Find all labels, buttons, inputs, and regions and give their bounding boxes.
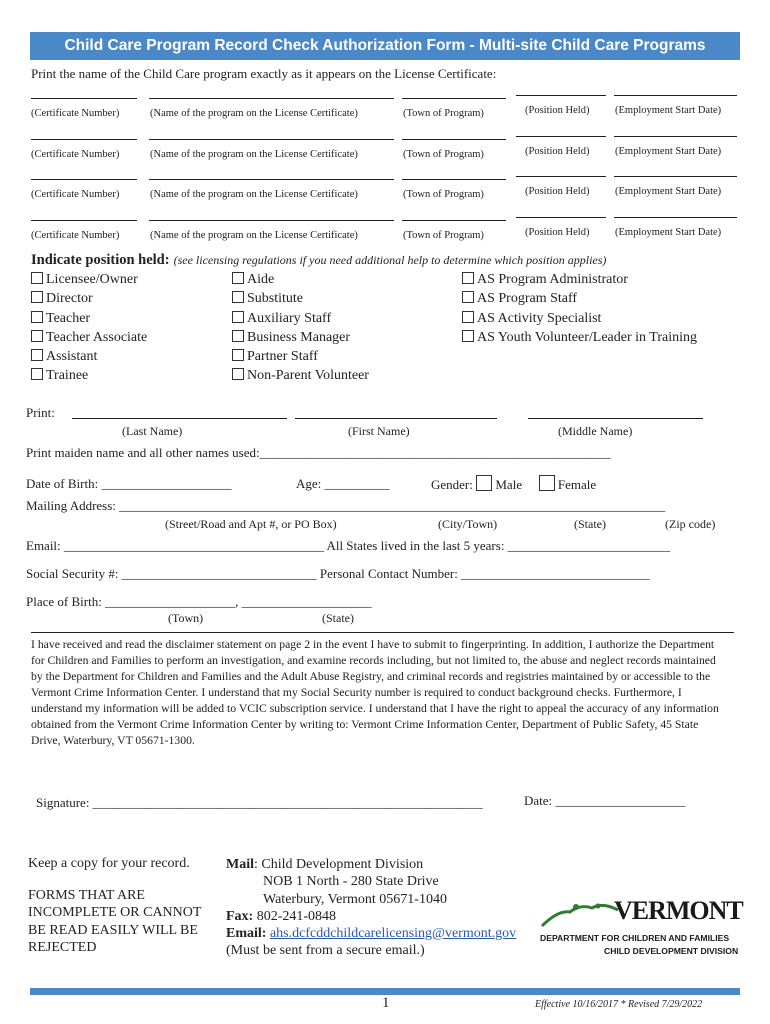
incomplete-line: FORMS THAT ARE (28, 888, 145, 903)
program-cert-caption: (Certificate Number) (31, 108, 120, 119)
form-title: Child Care Program Record Check Authorization Form - Multi-site Child Care Programs (30, 32, 740, 60)
program-cert-field[interactable] (31, 98, 137, 99)
city-caption: (City/Town) (438, 517, 498, 531)
gender-label: Gender: (431, 477, 473, 492)
position-label: Business Manager (247, 329, 351, 345)
program-town-caption: (Town of Program) (403, 108, 484, 119)
program-town-field[interactable] (402, 139, 506, 140)
positions-heading: Indicate position held: (31, 252, 170, 268)
state-caption: (State) (574, 517, 606, 531)
position-checkbox[interactable] (462, 272, 474, 284)
program-town-field[interactable] (402, 98, 506, 99)
positions-heading-row (31, 251, 606, 269)
program-position-caption: (Position Held) (525, 186, 590, 197)
program-name-caption: (Name of the program on the License Certificate) (150, 229, 358, 241)
position-option[interactable] (31, 347, 147, 366)
incomplete-warning (28, 887, 201, 956)
mail-line-1: : Child Development Division (254, 857, 424, 872)
position-checkbox[interactable] (462, 330, 474, 342)
position-checkbox[interactable] (31, 291, 43, 303)
program-position-caption: (Position Held) (525, 226, 590, 238)
vermont-logo (540, 896, 742, 960)
age-field[interactable]: Age: __________ (296, 476, 390, 491)
pob-state-caption: (State) (322, 611, 354, 625)
position-checkbox[interactable] (232, 330, 244, 342)
logo-department: DEPARTMENT FOR CHILDREN AND FAMILIES (540, 933, 730, 943)
program-start-field[interactable] (614, 95, 737, 96)
dob-field[interactable]: Date of Birth: ____________________ (26, 476, 232, 491)
position-option[interactable] (462, 328, 697, 347)
program-start-field[interactable] (614, 136, 737, 137)
fax-label: Fax: (226, 908, 254, 924)
fax-number: 802-241-0848 (253, 908, 337, 924)
print-label: Print: (26, 405, 55, 420)
position-option[interactable] (232, 309, 369, 328)
position-label: Partner Staff (247, 349, 318, 365)
position-option[interactable] (31, 270, 147, 289)
program-position-field[interactable] (516, 176, 606, 177)
position-option[interactable] (31, 366, 147, 385)
position-label: AS Program Staff (477, 291, 578, 307)
program-town-caption: (Town of Program) (403, 229, 484, 241)
incomplete-line: REJECTED (28, 939, 97, 955)
program-cert-field[interactable] (31, 220, 137, 221)
position-label: Non-Parent Volunteer (247, 368, 369, 384)
position-option[interactable] (462, 289, 697, 308)
position-label: Teacher (46, 310, 91, 326)
positions-column-1 (31, 270, 147, 386)
position-option[interactable] (462, 309, 697, 328)
position-label: AS Program Administrator (477, 272, 628, 287)
position-checkbox[interactable] (462, 311, 474, 323)
email-label: Email: (226, 926, 267, 942)
keep-copy-note: Keep a copy for your record. (28, 856, 190, 871)
mail-line-2: NOB 1 North - 280 State Drive (263, 874, 439, 890)
position-option[interactable] (31, 328, 147, 347)
female-checkbox[interactable] (539, 475, 555, 491)
position-checkbox[interactable] (31, 349, 43, 361)
effective-date: Effective 10/16/2017 * Revised 7/29/2022 (535, 999, 703, 1010)
secure-email-note: (Must be sent from a secure email.) (226, 943, 425, 959)
program-position-field[interactable] (516, 95, 606, 96)
program-position-caption: (Position Held) (525, 105, 590, 116)
program-name-caption: (Name of the program on the License Certificate) (150, 148, 358, 160)
position-checkbox[interactable] (232, 311, 244, 323)
email-link[interactable]: ahs.dcfcddchildcarelicensing@vermont.gov (269, 926, 517, 942)
position-checkbox[interactable] (232, 272, 244, 284)
program-name-caption: (Name of the program on the License Certificate) (150, 189, 358, 200)
position-option[interactable] (232, 366, 369, 385)
mail-block (226, 856, 516, 960)
program-town-caption: (Town of Program) (403, 148, 484, 160)
program-town-field[interactable] (402, 220, 506, 221)
program-start-caption: (Employment Start Date) (615, 105, 722, 116)
program-cert-caption: (Certificate Number) (31, 148, 120, 160)
zip-caption: (Zip code) (665, 517, 716, 531)
position-option[interactable] (31, 309, 147, 328)
program-position-field[interactable] (516, 217, 606, 218)
position-checkbox[interactable] (31, 368, 43, 380)
incomplete-line: INCOMPLETE OR CANNOT (28, 905, 202, 921)
mountain-icon (540, 898, 620, 930)
position-checkbox[interactable] (232, 368, 244, 380)
positions-column-3 (462, 270, 697, 347)
program-name-field[interactable] (149, 98, 394, 99)
signature-field[interactable]: Signature: ____________________________________________________________ (36, 795, 483, 810)
female-label: Female (557, 477, 597, 492)
program-cert-caption: (Certificate Number) (31, 229, 120, 241)
position-checkbox[interactable] (232, 291, 244, 303)
program-start-caption: (Employment Start Date) (615, 226, 722, 238)
position-label: Teacher Associate (46, 329, 148, 345)
position-label: Director (46, 291, 93, 307)
program-start-field[interactable] (614, 217, 737, 218)
program-start-field[interactable] (614, 176, 737, 177)
page-number: 1 (382, 995, 390, 1011)
program-name-field[interactable] (149, 139, 394, 140)
footer-bar (30, 988, 740, 995)
program-name-caption: (Name of the program on the License Certificate) (150, 108, 358, 119)
position-checkbox[interactable] (31, 272, 43, 284)
date-field[interactable]: Date: ____________________ (524, 793, 686, 808)
position-option[interactable] (232, 328, 369, 347)
logo-division: CHILD DEVELOPMENT DIVISION (604, 946, 739, 956)
middle-name-field[interactable] (528, 418, 703, 419)
position-checkbox[interactable] (462, 291, 474, 303)
position-checkbox[interactable] (31, 330, 43, 342)
program-town-caption: (Town of Program) (403, 189, 484, 200)
instruction-text: Print the name of the Child Care program exactly as it appears on the License Certificate: (31, 66, 497, 81)
middle-name-caption: (Middle Name) (558, 424, 633, 438)
logo-vermont: VERMONT (614, 896, 743, 925)
program-cert-field[interactable] (31, 179, 137, 180)
male-label: Male (495, 477, 523, 492)
last-name-field[interactable] (72, 418, 287, 419)
program-town-field[interactable] (402, 179, 506, 180)
mail-line-3: Waterbury, Vermont 05671-1040 (263, 891, 447, 907)
position-label: Auxiliary Staff (247, 310, 332, 326)
position-option[interactable] (232, 270, 369, 289)
program-start-caption: (Employment Start Date) (615, 145, 722, 157)
position-label: Licensee/Owner (46, 272, 138, 287)
program-start-caption: (Employment Start Date) (615, 186, 722, 197)
maiden-name-field[interactable]: Print maiden name and all other names used:______________________________________________________ (26, 445, 611, 460)
position-label: Aide (247, 272, 275, 287)
last-name-caption: (Last Name) (122, 424, 183, 438)
program-name-field[interactable] (149, 220, 394, 221)
male-checkbox[interactable] (476, 475, 492, 491)
position-option[interactable] (462, 270, 697, 289)
program-cert-caption: (Certificate Number) (31, 189, 120, 200)
disclaimer-text: I have received and read the disclaimer statement on page 2 in the event I have to submit to fingerprinting. In addition, I authorize the Department for Children and Families to perform an investigation, and examine records including, but not limited to, the abuse and neglect records maintained by the Department for Children and Families and the Adult Abuse Registry, and criminal records and registries maintained by or accessible to the Vermont Crime Information Center. I understand that my Social Security number is required to conduct background checks. Furthermore, I understand my information will be added to VCIC subscription service. I understand that I have the right to appeal the accuracy of any information obtained from the Vermont Crime Information Center by writing to: Vermont Crime Information Center, Department of Public Safety, 45 State Drive, Waterbury, VT 05671-1300. (31, 638, 719, 747)
pob-town-caption: (Town) (168, 611, 204, 625)
section-divider (31, 632, 734, 633)
ssn-contact-field[interactable]: Social Security #: ______________________________ Personal Contact Number: _____________________________ (26, 566, 650, 581)
program-position-caption: (Position Held) (525, 145, 590, 157)
positions-column-2 (232, 270, 369, 386)
place-of-birth-field[interactable]: Place of Birth: ____________________, ____________________ (26, 594, 372, 609)
position-label: AS Activity Specialist (477, 310, 602, 326)
position-option[interactable] (232, 289, 369, 308)
position-checkbox[interactable] (31, 311, 43, 323)
program-name-field[interactable] (149, 179, 394, 180)
position-label: Trainee (46, 368, 89, 384)
position-label: Substitute (247, 291, 304, 307)
position-option[interactable] (232, 347, 369, 366)
first-name-caption: (First Name) (348, 424, 410, 438)
program-position-field[interactable] (516, 136, 606, 137)
position-option[interactable] (31, 289, 147, 308)
mailing-address-field[interactable]: Mailing Address: ____________________________________________________________________________________ (26, 498, 666, 513)
gender-group (431, 475, 596, 493)
first-name-field[interactable] (295, 418, 497, 419)
street-caption: (Street/Road and Apt #, or PO Box) (165, 517, 337, 531)
program-cert-field[interactable] (31, 139, 137, 140)
positions-note: (see licensing regulations if you need additional help to determine which position applies) (173, 253, 607, 267)
mail-label: Mail (226, 857, 254, 872)
email-states-field[interactable]: Email: ________________________________________ All States lived in the last 5 years: _________________________ (26, 538, 671, 553)
incomplete-line: BE READ EASILY WILL BE (28, 922, 198, 938)
position-label: Assistant (46, 349, 98, 365)
position-checkbox[interactable] (232, 349, 244, 361)
position-label: AS Youth Volunteer/Leader in Training (477, 329, 697, 345)
